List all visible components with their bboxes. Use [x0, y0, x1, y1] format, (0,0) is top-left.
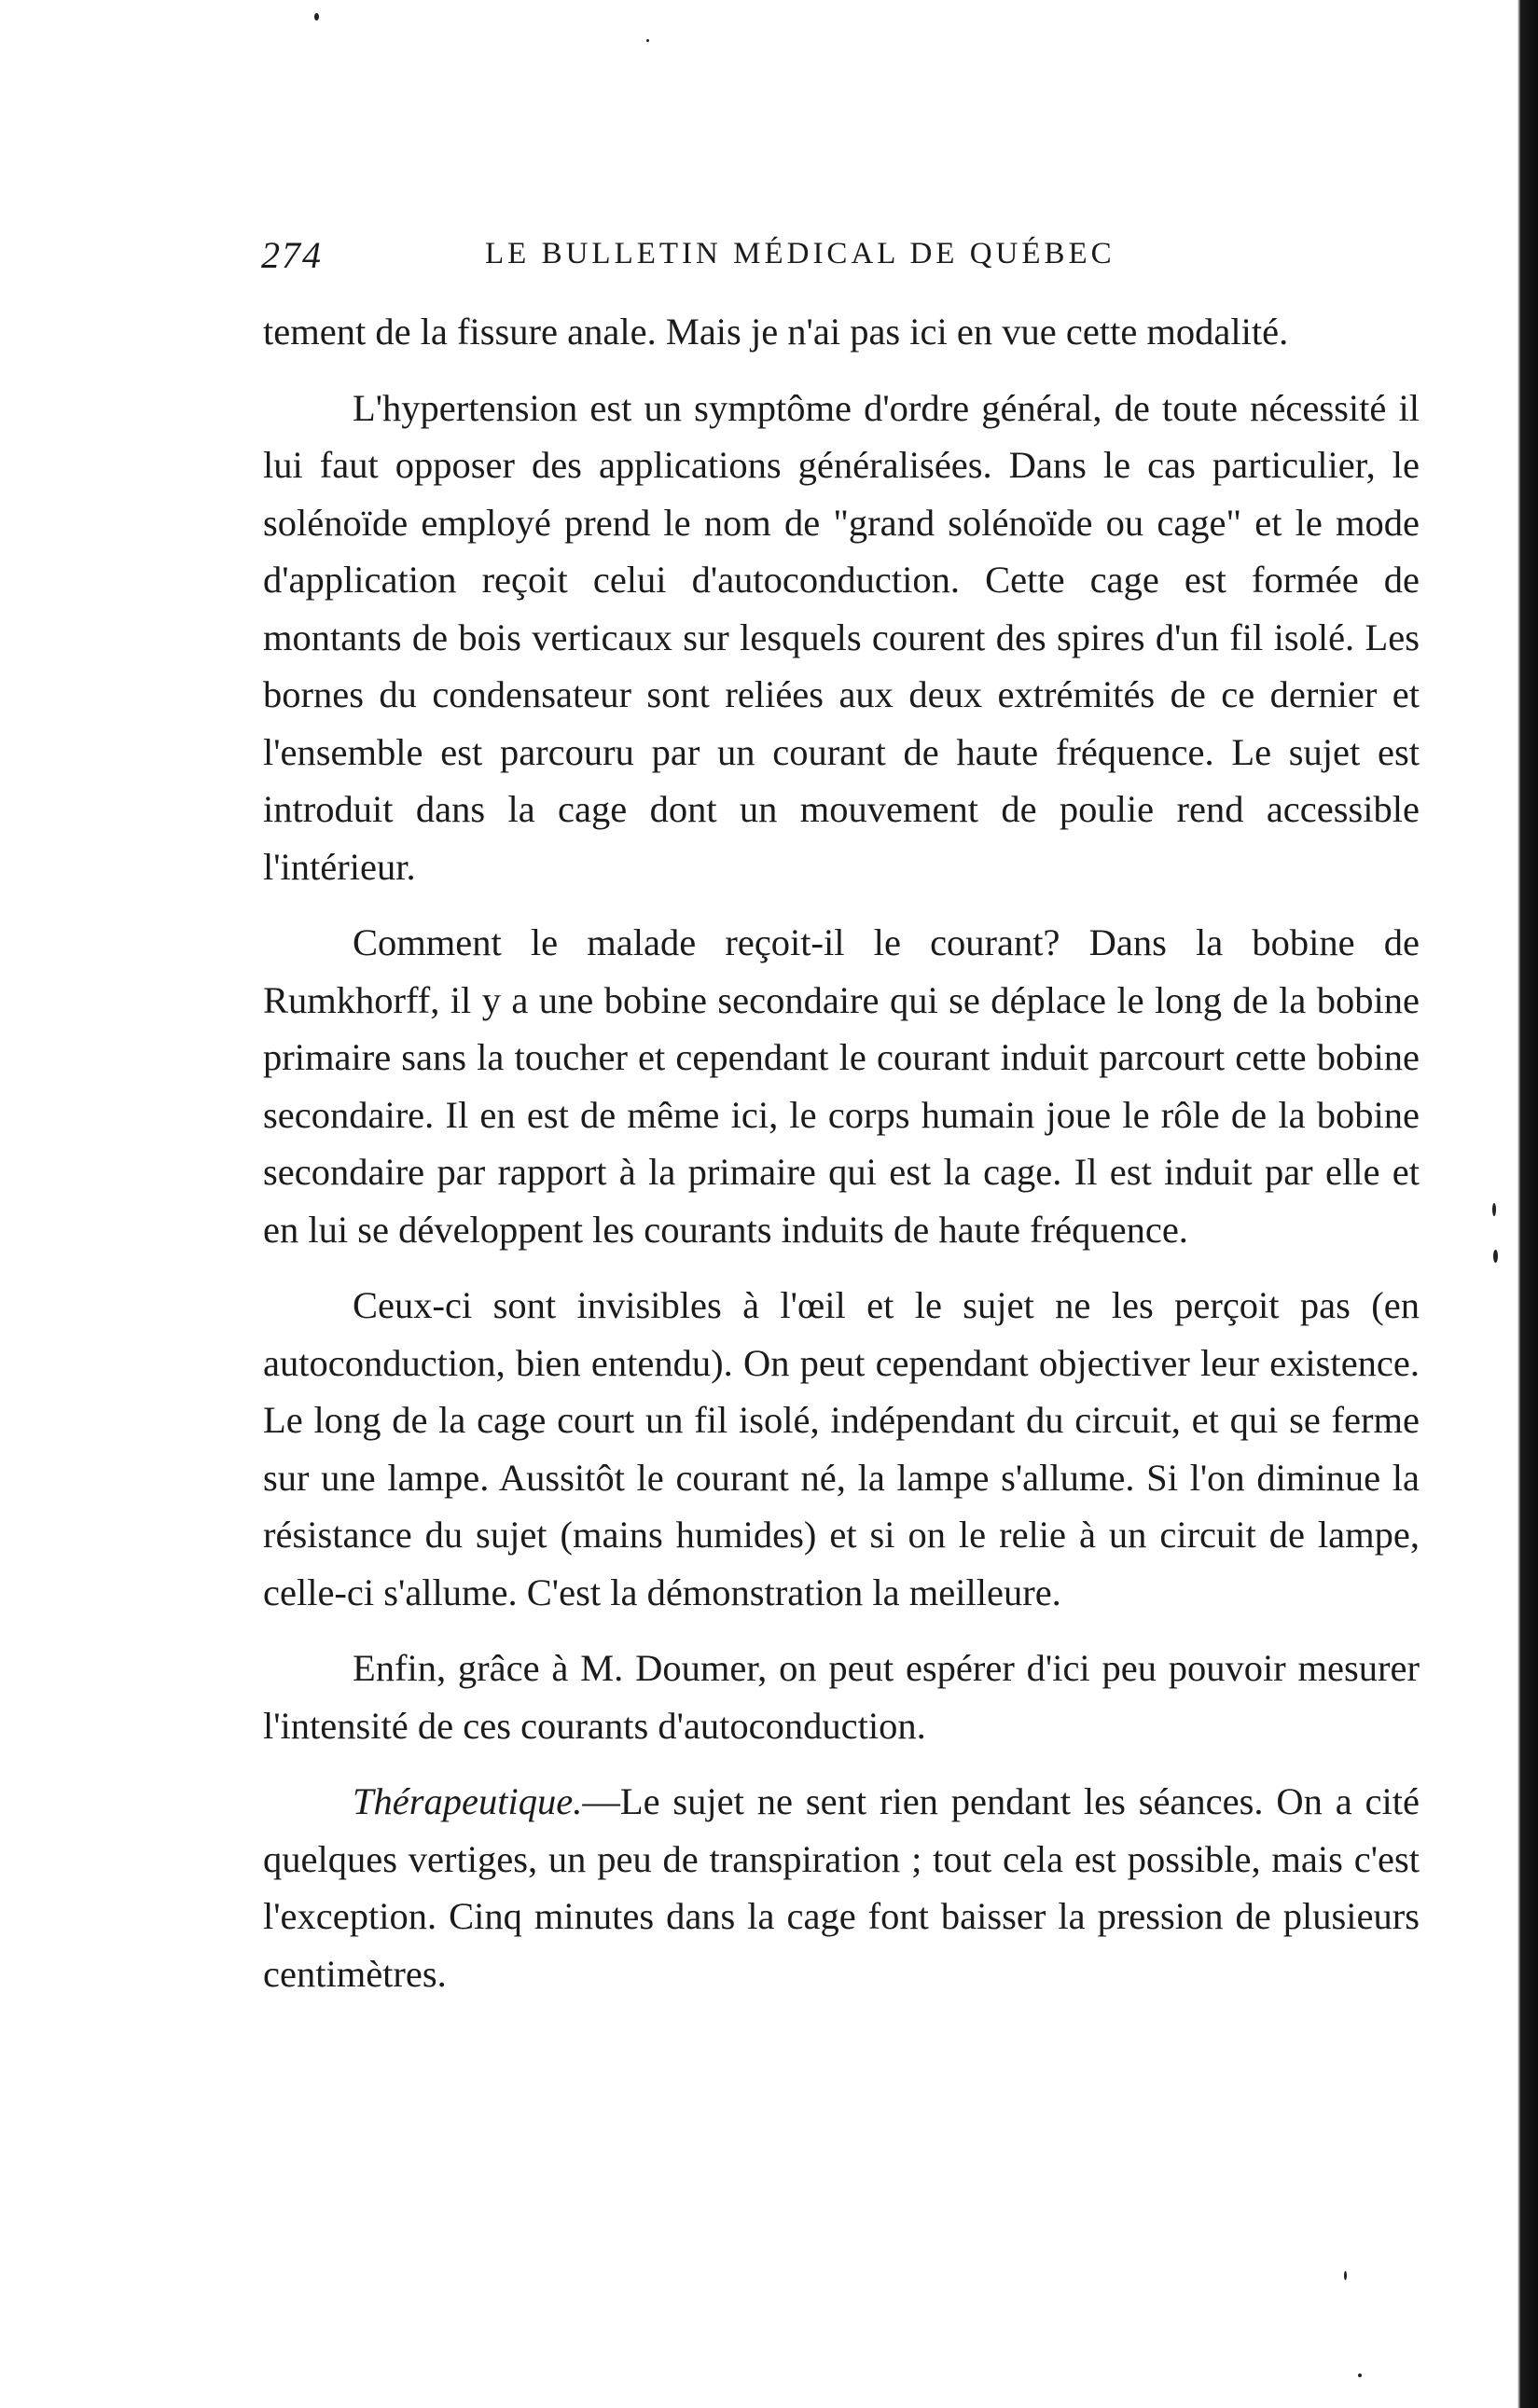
body-text	[263, 303, 1420, 2002]
paragraph-6-text: —Le sujet ne sent rien pendant les séances. On a cité quelques vertiges, un peu de transpiration ; tout cela est possible, mais c'est l'exception. Cinq minutes dans la cage font baisser la pression de plusieurs centimètres.	[263, 1780, 1420, 1995]
scan-speck	[646, 39, 649, 42]
page-number: 274	[261, 234, 323, 276]
paragraph-5: Enfin, grâce à M. Doumer, on peut espérer d'ici peu pouvoir mesurer l'intensité de ces courants d'autoconduction.	[263, 1647, 1420, 1747]
section-heading-therapeutique: Thérapeutique.	[353, 1780, 583, 1822]
paragraph-1: tement de la fissure anale. Mais je n'ai pas ici en vue cette modalité.	[263, 311, 1289, 353]
journal-title: LE BULLETIN MÉDICAL DE QUÉBEC	[485, 237, 1115, 270]
paragraph-4: Ceux-ci sont invisibles à l'œil et le sujet ne les perçoit pas (en autoconduction, bien entendu). On peut cependant objectiver leur existence. Le long de la cage court un fil isolé, indépendant du circuit, et qui se ferme sur une lampe. Aussitôt le courant né, la lampe s'allume. Si l'on diminue la résistance du sujet (mains humides) et si on le relie à un circuit de lampe, celle-ci s'allume. C'est la démonstration la meilleure.	[263, 1284, 1420, 1613]
scan-speck	[1358, 2373, 1362, 2377]
paragraph-2: L'hypertension est un symptôme d'ordre général, de toute nécessité il lui faut opposer des applications généralisées. Dans le cas particulier, le solénoïde employé prend le nom de "grand solénoïde ou cage" et le mode d'application reçoit celui d'autoconduction. Cette cage est formée de montants de bois verticaux sur lesquels courent des spires d'un fil isolé. Les bornes du condensateur sont reliées aux deux extrémités de ce dernier et l'ensemble est parcouru par un courant de haute fréquence. Le sujet est introduit dans la cage dont un mouvement de poulie rend accessible l'intérieur.	[263, 386, 1420, 888]
paragraph-3: Comment le malade reçoit-il le courant? Dans la bobine de Rumkhorff, il y a une bobine secondaire qui se déplace le long de la bobine primaire sans la toucher et cependant le courant induit parcourt cette bobine secondaire. Il en est de même ici, le corps humain joue le rôle de la bobine secondaire par rapport à la primaire qui est la cage. Il est induit par elle et en lui se développent les courants induits de haute fréquence.	[263, 921, 1420, 1251]
scan-speck	[1493, 1250, 1498, 1263]
scan-speck	[1344, 2271, 1347, 2280]
running-head	[261, 233, 1212, 280]
paragraph-6	[263, 1773, 1420, 2002]
scan-edge	[1492, 0, 1538, 2408]
scan-speck	[1492, 1203, 1496, 1216]
scan-speck	[314, 13, 319, 21]
